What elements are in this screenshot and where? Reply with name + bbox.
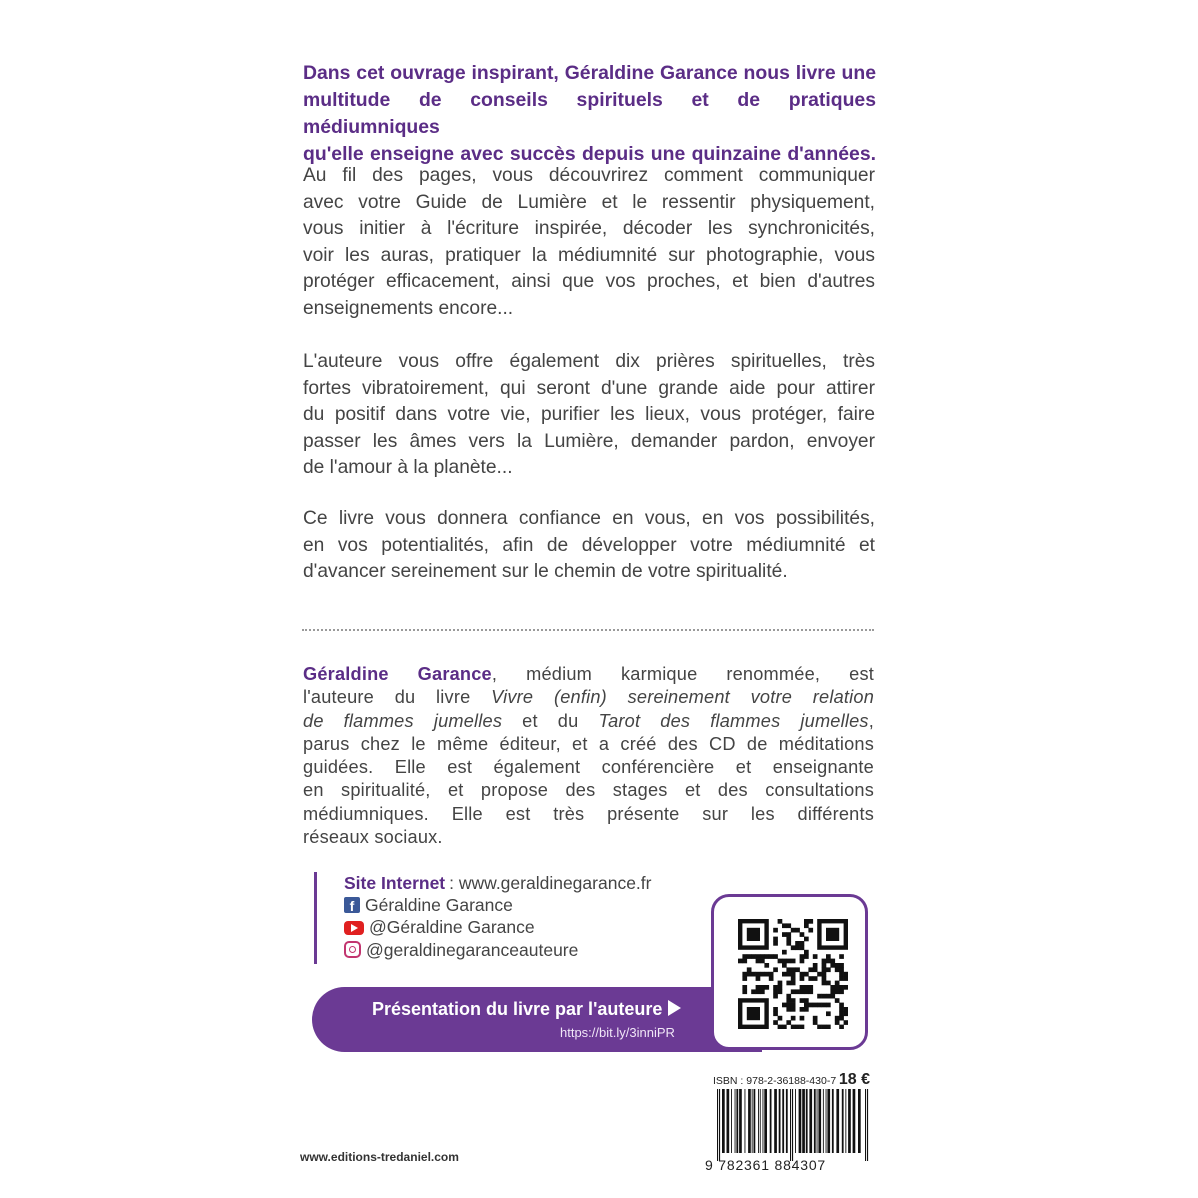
barcode xyxy=(713,1089,874,1161)
website-row[interactable] xyxy=(344,872,651,894)
price: 18 € xyxy=(838,1071,870,1088)
text-line: enseignements encore... xyxy=(303,297,514,319)
bio-line xyxy=(303,686,874,709)
facebook-row[interactable] xyxy=(344,894,651,916)
barcode-digits: 9 782361 884307 xyxy=(705,1157,826,1173)
intro-line: qu'elle enseigne avec succès depuis une quinzaine d'années. xyxy=(303,143,876,165)
bio-line: en spiritualité, et propose des stages et des consultations xyxy=(303,780,874,801)
bio-line xyxy=(303,710,874,733)
description-paragraph-1 xyxy=(303,163,875,322)
bio-text: , médium karmique renommée, est xyxy=(491,664,874,684)
play-arrow-icon xyxy=(668,1000,681,1016)
youtube-row[interactable] xyxy=(344,916,651,938)
text-line: Ce livre vous donnera confiance en vous, en vos possibilités, xyxy=(303,508,875,529)
banner-url[interactable]: https://bit.ly/3inniPR xyxy=(560,1025,675,1040)
bio-line: réseaux sociaux. xyxy=(303,827,443,848)
youtube-handle[interactable]: @Géraldine Garance xyxy=(369,917,535,938)
website-url[interactable]: www.geraldinegarance.fr xyxy=(458,873,652,893)
text-line: L'auteure vous offre également dix prières spirituelles, très xyxy=(303,351,875,372)
text-line: d'avancer sereinement sur le chemin de votre spiritualité. xyxy=(303,561,788,582)
banner-title: Présentation du livre par l'auteure xyxy=(372,999,663,1019)
website-label: Site Internet xyxy=(344,873,446,893)
book-title: de flammes jumelles xyxy=(303,710,503,731)
bio-line xyxy=(303,663,874,686)
bio-line: parus chez le même éditeur, et a créé des CD de méditations xyxy=(303,733,874,754)
author-name: Géraldine Garance xyxy=(303,664,492,684)
text-line: de l'amour à la planète... xyxy=(303,457,513,478)
author-contacts xyxy=(314,872,651,964)
book-title: Tarot des flammes jumelles xyxy=(598,710,869,731)
text-line: en vos potentialités, afin de développer votre médiumnité et xyxy=(303,534,875,556)
bio-text: l'auteure du livre xyxy=(303,687,492,708)
website-separator: : xyxy=(449,873,459,893)
description-paragraph-2 xyxy=(303,349,875,482)
text-line: du positif dans votre vie, purifier les lieux, vous protéger, faire xyxy=(303,404,875,425)
qr-code-frame[interactable] xyxy=(711,894,868,1050)
description-paragraph-3 xyxy=(303,506,875,586)
bio-line: guidées. Elle est également conférencière et enseignante xyxy=(303,757,874,778)
book-title: Vivre (enfin) sereinement votre relation xyxy=(491,687,875,708)
text-line: passer les âmes vers la Lumière, demander pardon, envoyer xyxy=(303,430,875,452)
text-line: fortes vibratoirement, qui seront d'une grande aide pour attirer xyxy=(303,377,875,399)
banner-title-row xyxy=(372,999,681,1020)
bio-text: , xyxy=(868,710,874,731)
text-line: Au fil des pages, vous découvrirez comment communiquer xyxy=(303,165,875,186)
publisher-url[interactable]: www.editions-tredaniel.com xyxy=(300,1150,459,1164)
barcode-block xyxy=(705,1071,874,1175)
intro-line: multitude de conseils spirituels et de pratiques médiumniques xyxy=(303,89,876,138)
instagram-handle[interactable]: @geraldinegaranceauteure xyxy=(366,939,579,960)
dotted-divider xyxy=(302,629,874,631)
instagram-row[interactable] xyxy=(344,939,651,961)
qr-code[interactable] xyxy=(738,919,848,1029)
intro-paragraph xyxy=(303,60,876,168)
instagram-icon xyxy=(344,941,361,958)
isbn-text: ISBN : 978-2-36188-430-7 xyxy=(713,1075,837,1087)
bio-text: et du xyxy=(502,710,599,731)
text-line: voir les auras, pratiquer la médiumnité sur photographie, vous xyxy=(303,244,875,266)
text-line: protéger efficacement, ainsi que vos proches, et bien d'autres xyxy=(303,271,875,292)
text-line: vous initier à l'écriture inspirée, décoder les synchronicités, xyxy=(303,218,875,239)
text-line: avec votre Guide de Lumière et le ressentir physiquement, xyxy=(303,191,875,213)
facebook-icon: f xyxy=(344,897,360,913)
intro-line: Dans cet ouvrage inspirant, Géraldine Garance nous livre une xyxy=(303,62,876,84)
facebook-handle[interactable]: Géraldine Garance xyxy=(365,895,513,916)
bio-line: médiumniques. Elle est très présente sur les différents xyxy=(303,803,874,824)
author-bio xyxy=(303,663,874,849)
youtube-icon xyxy=(344,921,364,935)
presentation-banner[interactable] xyxy=(312,987,762,1052)
